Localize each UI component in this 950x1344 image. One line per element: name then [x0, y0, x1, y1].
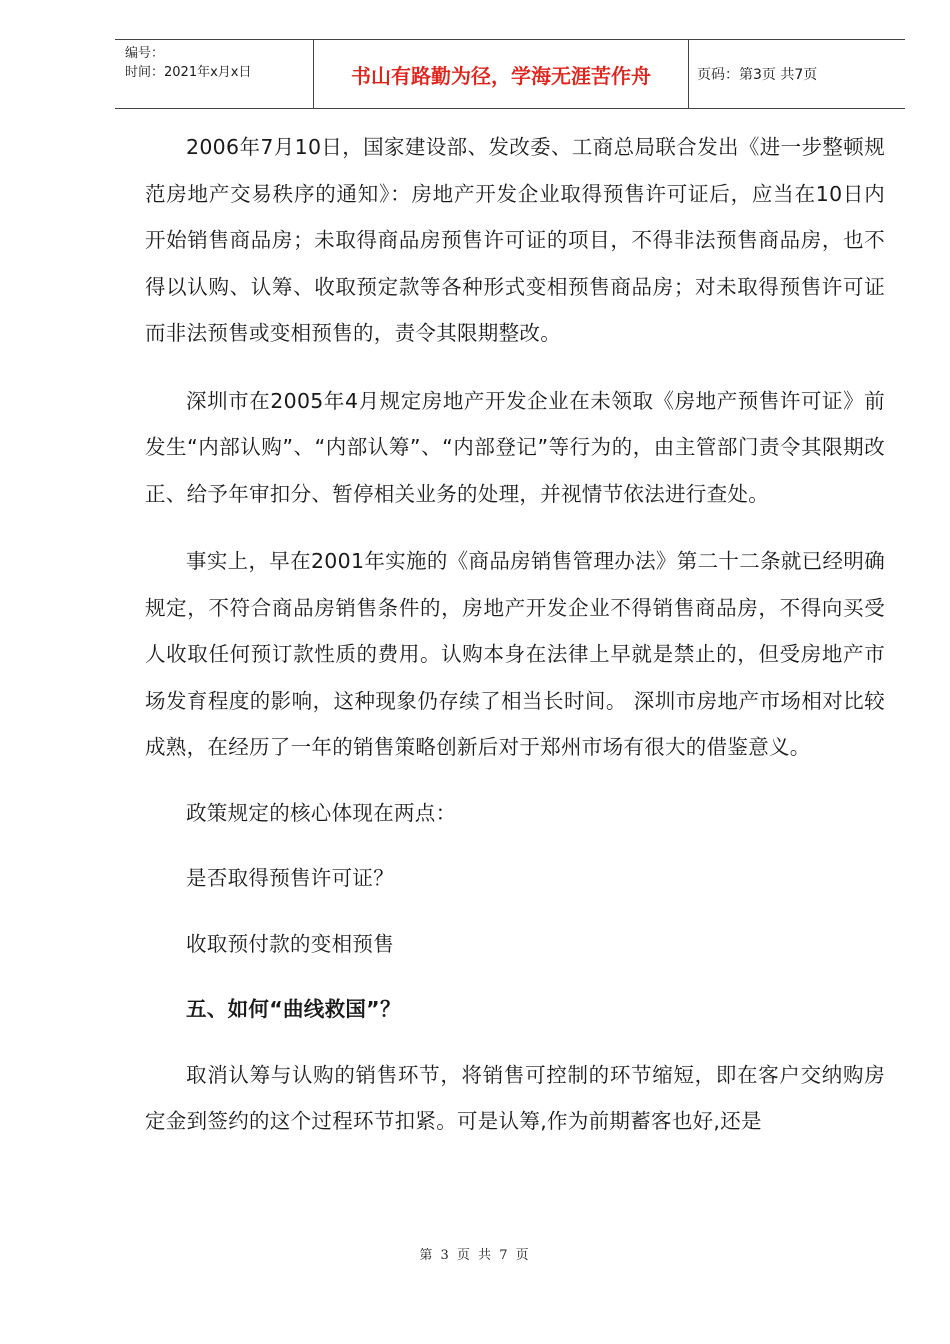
section-heading-five: 五、如何“曲线救国”？	[186, 997, 401, 1021]
time-label: 时间：2021年x月x日	[125, 65, 252, 80]
paragraph-policy-2006: 2006年7月10日，国家建设部、发改委、工商总局联合发出《进一步整顿规范房地产交易秩序的通知》：房地产开发企业取得预售许可证后，应当在10日内开始销售商品房；未取得商品房预售许可证的项目，不得非法预售商品房，也不得以认购、认筹、收取预定款等各种形式变相预售商品房；对未取得预售许可证而非法预售或变相预售的，责令其限期整改。	[145, 135, 885, 345]
page-header	[115, 39, 905, 109]
paragraph-cancel-subscription: 取消认筹与认购的销售环节，将销售可控制的环节缩短，即在客户交纳购房定金到签约的这个过程环节扣紧。可是认筹,作为前期蓄客也好,还是	[145, 1062, 885, 1133]
header-meta	[115, 40, 314, 108]
header-page-cell	[689, 40, 905, 108]
paragraph-policy-core: 政策规定的核心体现在两点：	[186, 800, 457, 825]
page-label: 页码：第3页 共7页	[697, 67, 818, 83]
paragraph-presale-license: 是否取得预售许可证？	[186, 866, 394, 890]
paragraph-shenzhen-2005: 深圳市在2005年4月规定房地产开发企业在未领取《房地产预售许可证》前发生“内部认购”、“内部认筹”、“内部登记”等行为的，由主管部门责令其限期改正、给予年审扣分、暂停相关业务的处理，并视情节依法进行查处。	[145, 388, 885, 506]
header-motto-cell	[314, 40, 689, 108]
motto-text: 书山有路勤为径，学海无涯苦作舟	[351, 63, 651, 88]
paragraph-2001-regulation: 事实上，早在2001年实施的《商品房销售管理办法》第二十二条就已经明确规定，不符合商品房销售条件的，房地产开发企业不得销售商品房，不得向买受人收取任何预订款性质的费用。认购本身在法律上早就是禁止的，但受房地产市场发育程度的影响，这种现象仍存续了相当长时间。 深圳市房地产市场相对比较成熟，在经历了一年的销售策略创新后对于郑州市场有很大的借鉴意义。	[145, 549, 885, 759]
page-footer: 第 3 页 共 7 页	[419, 1248, 531, 1263]
number-label: 编号：	[125, 46, 165, 61]
document-body	[145, 124, 885, 1145]
paragraph-disguised-presale: 收取预付款的变相预售	[186, 931, 394, 956]
